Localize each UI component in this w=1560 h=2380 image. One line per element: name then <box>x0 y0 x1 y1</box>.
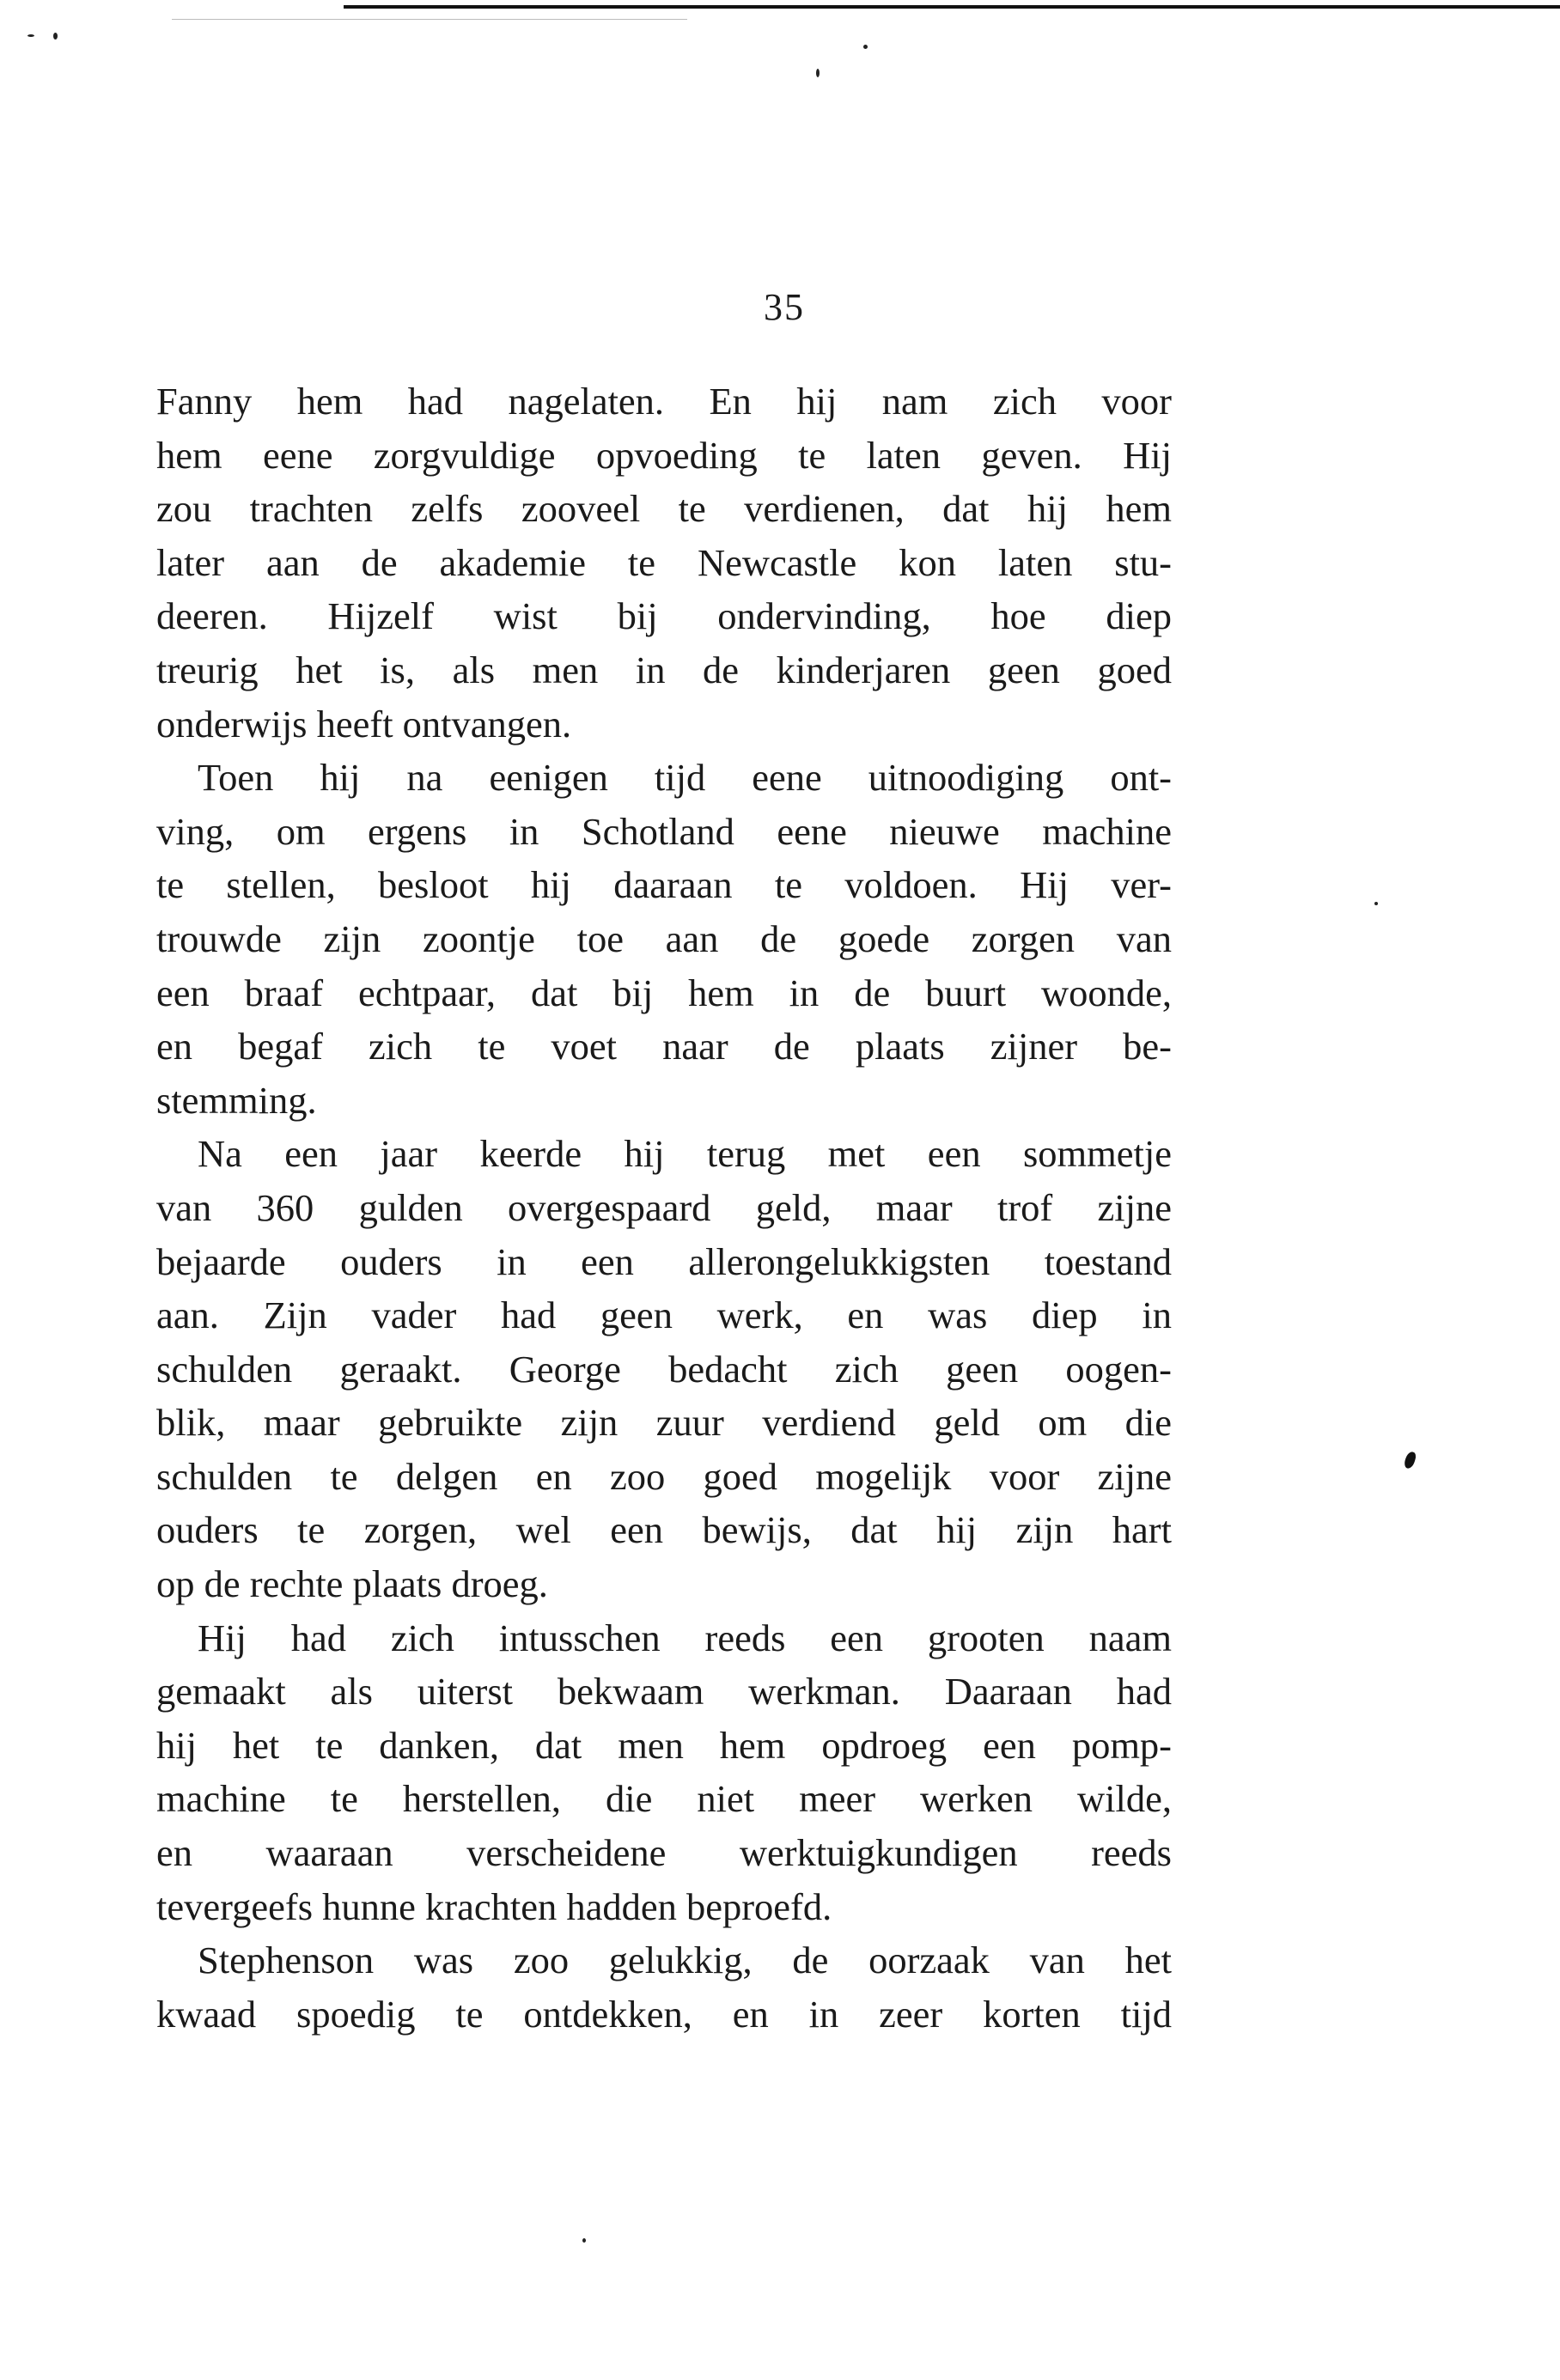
text-line: blik, maar gebruikte zijn zuur verdiend geld om die <box>156 1401 1172 1445</box>
text-line: Fanny hem had nagelaten. En hij nam zich voor <box>156 380 1172 423</box>
scan-speck <box>53 33 58 40</box>
scan-speck <box>27 34 34 37</box>
text-line: onderwijs heeft ontvangen. <box>156 702 572 746</box>
text-line: op de rechte plaats droeg. <box>156 1562 548 1606</box>
text-line: Hij had zich intusschen reeds een grooten naam <box>198 1616 1172 1659</box>
scan-speck <box>1374 902 1378 905</box>
text-line: en begaf zich te voet naar de plaats zijner be- <box>156 1025 1172 1068</box>
text-line: te stellen, besloot hij daaraan te voldoen. Hij ver- <box>156 863 1172 907</box>
scan-speck <box>582 2238 586 2243</box>
text-line: bejaarde ouders in een allerongelukkigsten toestand <box>156 1239 1172 1283</box>
text-line: hij het te danken, dat men hem opdroeg een pomp- <box>156 1723 1172 1767</box>
ink-blot <box>1403 1451 1417 1470</box>
top-edge-thin-rule <box>172 19 687 20</box>
scan-speck <box>863 45 868 49</box>
text-line: hem eene zorgvuldige opvoeding te laten geven. Hij <box>156 433 1172 477</box>
text-line: schulden te delgen en zoo goed mogelijk voor zijne <box>156 1454 1172 1498</box>
text-line: ving, om ergens in Schotland eene nieuwe machine <box>156 809 1172 853</box>
text-line: aan. Zijn vader had geen werk, en was diep in <box>156 1293 1172 1337</box>
text-line: deeren. Hijzelf wist bij ondervinding, hoe diep <box>156 594 1172 638</box>
text-line: stemming. <box>156 1078 317 1122</box>
text-line: kwaad spoedig te ontdekken, en in zeer korten tijd <box>156 1992 1172 2036</box>
paragraph <box>156 751 1172 1127</box>
text-line: schulden geraakt. George bedacht zich geen oogen- <box>156 1347 1172 1391</box>
text-line: tevergeefs hunne krachten hadden beproefd. <box>156 1884 832 1928</box>
text-line: gemaakt als uiterst bekwaam werkman. Daaraan had <box>156 1670 1172 1713</box>
text-line: ouders te zorgen, wel een bewijs, dat hij zijn hart <box>156 1508 1172 1552</box>
text-line: Stephenson was zoo gelukkig, de oorzaak van het <box>198 1939 1172 1982</box>
paragraph <box>156 1933 1172 2041</box>
paragraph <box>156 1611 1172 1934</box>
text-line: zou trachten zelfs zooveel te verdienen, dat hij hem <box>156 487 1172 531</box>
scan-speck <box>816 69 820 77</box>
top-edge-rule <box>344 5 1560 9</box>
text-line: later aan de akademie te Newcastle kon laten stu- <box>156 540 1172 584</box>
text-line: trouwde zijn zoontje toe aan de goede zorgen van <box>156 916 1172 960</box>
text-line: en waaraan verscheidene werktuigkundigen reeds <box>156 1831 1172 1875</box>
text-line: treurig het is, als men in de kinderjaren geen goed <box>156 648 1172 691</box>
paragraph <box>156 374 1172 751</box>
text-line: Na een jaar keerde hij terug met een sommetje <box>198 1132 1172 1176</box>
body-text <box>156 374 1172 2041</box>
text-line: een braaf echtpaar, dat bij hem in de buurt woonde, <box>156 971 1172 1014</box>
text-line: van 360 gulden overgespaard geld, maar trof zijne <box>156 1185 1172 1229</box>
text-line: machine te herstellen, die niet meer werken wilde, <box>156 1777 1172 1821</box>
page-number: 35 <box>764 286 805 328</box>
text-line: Toen hij na eenigen tijd eene uitnoodiging ont- <box>198 756 1172 800</box>
paragraph <box>156 1127 1172 1610</box>
